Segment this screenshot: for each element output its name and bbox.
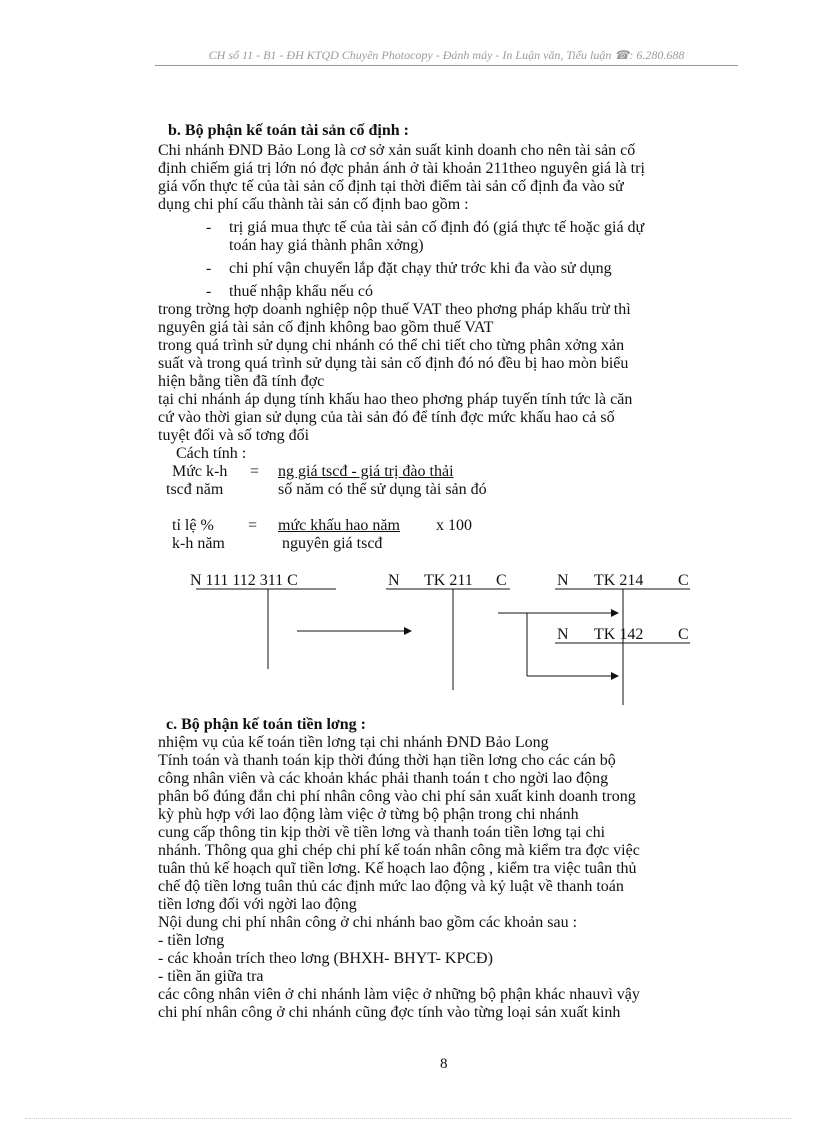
body-line: phân bổ đúng đắn chi phí nhân công vào chi phí sản xuất kinh doanh trong xyxy=(158,788,636,805)
page-header: CH số 11 - B1 - ĐH KTQD Chuyên Photocopy - Đánh máy - In Luận văn, Tiểu luận ☎: 6.280.688 xyxy=(155,48,738,66)
bullet-dash: - xyxy=(206,260,212,277)
body-line: chi phí nhân công ở chi nhánh cũng đợc tính vào từng loại sản xuất kinh xyxy=(158,1004,621,1021)
body-line: tại chi nhánh áp dụng tính khấu hao theo phơng pháp tuyến tính tức là căn xyxy=(158,391,633,408)
body-line: trong quá trình sử dụng chi nhánh có thể chi tiết cho từng phân xởng xản xyxy=(158,337,625,354)
body-line: hiện bằng tiền đã tính đợc xyxy=(158,373,325,390)
formula2-lhs-bottom: k-h năm xyxy=(172,535,225,552)
body-line: - tiền lơng xyxy=(158,932,225,949)
formula1-numerator: ng giá tscđ - giá trị đào thải xyxy=(278,463,454,480)
formula1-equals: = xyxy=(250,463,260,480)
formula1-denominator: số năm có thể sử dụng tài sản đó xyxy=(278,481,487,498)
account-214-c: C xyxy=(678,572,689,589)
account-211-label: TK 211 xyxy=(424,572,473,589)
bullet-dash: - xyxy=(206,283,212,300)
body-line: tiền lơng đối với ngời lao động xyxy=(158,896,357,913)
body-line: nhánh. Thông qua ghi chép chi phí kế toán nhân công mà kiểm tra đợc việc xyxy=(158,842,640,859)
body-line: Nội dung chi phí nhân công ở chi nhánh bao gồm các khoản sau : xyxy=(158,914,578,931)
body-line: tuân thủ kế hoạch quĩ tiền lơng. Kế hoạch lao động , kiểm tra việc tuân thủ xyxy=(158,860,637,877)
formula2-equals: = xyxy=(248,517,258,534)
body-line: kỳ phù hợp với lao động làm việc ở từng bộ phận trong chi nhánh xyxy=(158,806,579,823)
body-line: định chiếm giá trị lớn nó đợc phản ánh ở tài khoản 211theo nguyên giá là trị xyxy=(158,160,645,177)
body-line: cứ vào thời gian sử dụng của tài sản đó để tính đợc mức khấu hao cả số xyxy=(158,409,615,426)
account-214-label: TK 214 xyxy=(594,572,644,589)
body-line: nguyên giá tài sản cố định không bao gồm thuế VAT xyxy=(158,319,494,336)
formula2-times: x 100 xyxy=(436,517,472,534)
formula1-lhs-top: Mức k-h xyxy=(172,463,228,480)
bullet-text: chi phí vận chuyển lắp đặt chạy thử trớc khi đa vào sử dụng xyxy=(229,260,612,277)
body-line: giá vốn thực tế của tài sản cố định tại thời điểm tài sản cố định đa vào sử xyxy=(158,178,624,195)
body-line: cung cấp thông tin kịp thời về tiền lơng và thanh toán tiền lơng tại chi xyxy=(158,824,606,841)
account-211-n: N xyxy=(388,572,400,589)
account-142-c: C xyxy=(678,626,689,643)
formula1-lhs-bottom: tscđ năm xyxy=(166,481,224,498)
body-line: dụng chi phí cấu thành tài sản cố định bao gồm : xyxy=(158,196,469,213)
body-line: tuyệt đối và số tơng đối xyxy=(158,427,310,444)
body-line: trong trờng hợp doanh nghiệp nộp thuế VAT theo phơng pháp khấu trừ thì xyxy=(158,301,631,318)
bottom-divider xyxy=(25,1118,791,1119)
body-line: - các khoản trích theo lơng (BHXH- BHYT- KPCĐ) xyxy=(158,950,493,967)
account-142-n: N xyxy=(557,626,569,643)
body-line: nhiệm vụ của kế toán tiền lơng tại chi nhánh ĐND Bảo Long xyxy=(158,734,549,751)
formula2-numerator: mức khấu hao năm xyxy=(278,517,400,534)
section-c-heading: c. Bộ phận kế toán tiền lơng : xyxy=(166,716,366,733)
formula2-denominator: nguyên giá tscđ xyxy=(282,535,383,552)
page-number: 8 xyxy=(440,1056,448,1072)
body-line: Chi nhánh ĐND Bảo Long là cơ sở xản suất kinh doanh cho nên tài sản cố xyxy=(158,142,636,159)
calc-label: Cách tính : xyxy=(176,445,247,462)
body-line: Tính toán và thanh toán kịp thời đúng thời hạn tiền lơng cho các cán bộ xyxy=(158,752,616,769)
bullet-text: toán hay giá thành phân xởng) xyxy=(229,237,424,254)
bullet-text: thuế nhập khẩu nếu có xyxy=(229,283,373,300)
section-b-heading: b. Bộ phận kế toán tài sản cố định : xyxy=(168,122,409,139)
account-142-label: TK 142 xyxy=(594,626,644,643)
body-line: - tiền ăn giữa tra xyxy=(158,968,264,985)
body-line: suất và trong quá trình sử dụng tài sản cố định đó nó đều bị hao mòn biểu xyxy=(158,355,629,372)
bullet-dash: - xyxy=(206,219,212,236)
account-211-c: C xyxy=(496,572,507,589)
body-line: các công nhân viên ở chi nhánh làm việc ở những bộ phận khác nhauvì vậy xyxy=(158,986,640,1003)
account-214-n: N xyxy=(557,572,569,589)
account-111-112-311: N 111 112 311 C xyxy=(190,572,298,589)
body-line: chế độ tiền lơng tuân thủ các định mức lao động và kỷ luật về thanh toán xyxy=(158,878,624,895)
body-line: công nhân viên và các khoản khác phải thanh toán t cho ngời lao động xyxy=(158,770,609,787)
formula2-lhs-top: tỉ lệ % xyxy=(172,517,214,534)
bullet-text: trị giá mua thực tế của tài sản cố định đó (giá thực tế hoặc giá dự xyxy=(229,219,645,236)
